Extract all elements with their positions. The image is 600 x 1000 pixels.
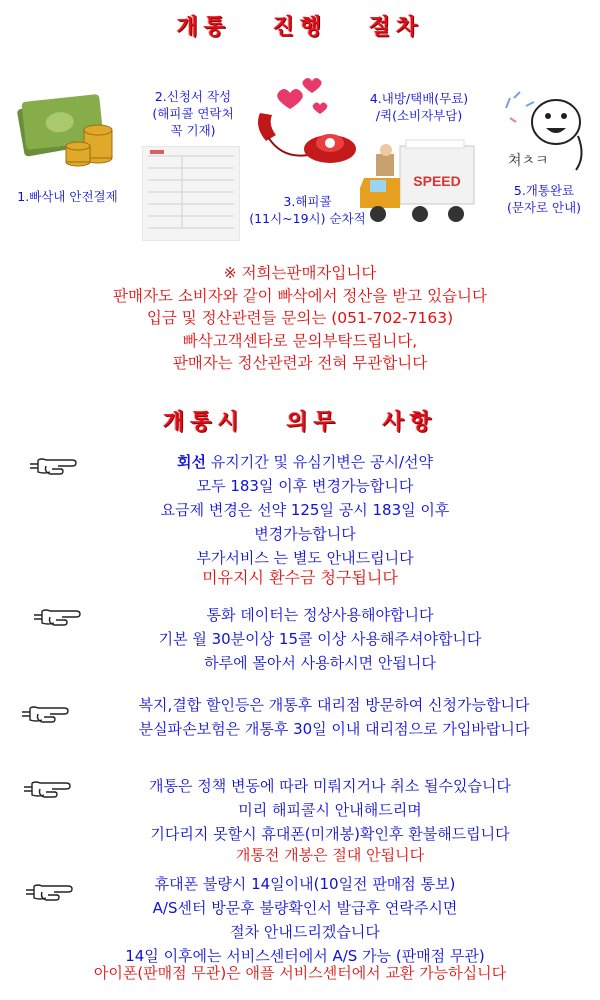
duty-warning-4: 개통전 개봉은 절대 안됩니다	[235, 846, 425, 864]
pointing-hand-icon	[20, 700, 72, 726]
duty-section-2: 통화 데이터는 정상사용해야합니다 기본 월 30분이상 15콜 이상 사용해주셔야합니다 하루에 몰아서 사용하시면 안됩니다	[158, 606, 482, 672]
notice-line: ※ 저희는판매자입니다	[223, 264, 377, 282]
truck-icon	[360, 138, 478, 238]
process-title: 개통 진행 절차	[176, 15, 424, 40]
duties-title: 개통시 의무 사항	[162, 410, 438, 435]
step-3	[245, 75, 370, 240]
notice-line: 판매자는 정산관련과 전혀 무관합니다	[172, 354, 428, 372]
step-4	[360, 90, 478, 250]
phone-icon	[250, 75, 360, 170]
notice-line: 입금 및 정산관련들 문의는 (051-702-7163)	[146, 309, 454, 327]
pointing-hand-icon	[28, 452, 80, 478]
duty-keyword: 회선	[177, 453, 206, 471]
duty-section-3: 복지,결합 할인등은 개통후 대리점 방문하여 신청가능합니다 분실파손보험은 개통후 30일 이내 대리점으로 가입바랍니다	[138, 696, 530, 738]
duty-section-1: 회선 유지기간 및 유심기변은 공시/선약 모두 183일 이후 변경가능합니다 요금제 변경은 선약 125일 공시 183일 이후 변경가능합니다 부가서비스 는 별도 안내드립니다	[160, 453, 450, 567]
step-4-label: 4.내방/택배(무료) /퀵(소비자부담)	[369, 91, 469, 123]
form-icon	[142, 146, 240, 241]
doodle-text: 쳐ㅊㅋ	[508, 153, 549, 169]
notice-line: 빠삭고객센타로 문의부탁드립니다,	[182, 331, 418, 350]
step-1-label: 1.빠삭내 안전결제	[17, 189, 118, 204]
step-1	[0, 70, 135, 230]
step-5-label: 5.개통완료 (문자로 안내)	[506, 183, 582, 215]
seller-notice	[0, 262, 600, 375]
notice-line: 판매자도 소비자와 같이 빠삭에서 정산을 받고 있습니다	[113, 286, 487, 305]
pointing-hand-icon	[22, 775, 74, 801]
duty-warning-5: 아이폰(판매점 무관)은 애플 서비스센터에서 교환 가능하십니다	[93, 964, 507, 982]
step-2	[138, 88, 248, 248]
step-5	[488, 82, 600, 242]
step-3-label: 3.해피콜 (11시~19시) 순차적	[249, 194, 366, 226]
truck-speed-text: SPEED	[413, 173, 461, 189]
money-icon	[12, 80, 122, 170]
duty-section-5: 휴대폰 불량시 14일이내(10일전 판매점 통보) A/S센터 방문후 불량확인서 발급후 연락주시면 절차 안내드리겠습니다 14일 이후에는 서비스센터에서 A/S 가능 (판매점 무관)	[125, 875, 485, 965]
duty-section-4: 개통은 정책 변동에 따라 미뤄지거나 취소 될수있습니다 미리 해피콜시 안내해드리며 기다리지 못할시 휴대폰(미개봉)확인후 환불해드립니다	[149, 777, 511, 843]
step-2-label: 2.신청서 작성 (해피콜 연락처 꼭 기재)	[152, 89, 234, 138]
duty-warning-1: 미유지시 환수금 청구됩니다	[202, 568, 398, 587]
